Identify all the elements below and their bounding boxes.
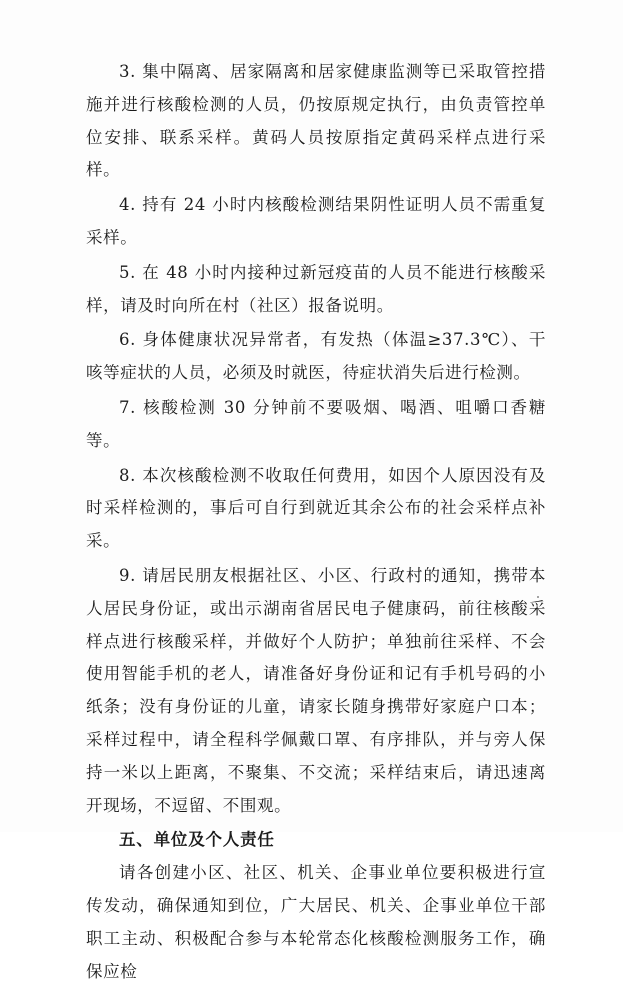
final-paragraph: 请各创建小区、社区、机关、企事业单位要积极进行宣传发动，确保通知到位，广大居民、机关、企事业单位干部职工主动、积极配合参与本轮常态化核酸检测服务工作，确保应检 bbox=[86, 863, 546, 981]
section-heading: 五、单位及个人责任 bbox=[119, 830, 275, 850]
paragraph-item-5: 5. 在 48 小时内接种过新冠疫苗的人员不能进行核酸采样，请及时向所在村（社区）报备说明。 bbox=[86, 262, 546, 315]
paragraph-item-6: 6. 身体健康状况异常者，有发热（体温≥37.3℃）、干咳等症状的人员，必须及时就医，待症状消失后进行检测。 bbox=[86, 330, 546, 383]
paragraph-item-4: 4. 持有 24 小时内核酸检测结果阴性证明人员不需重复采样。 bbox=[86, 195, 546, 247]
paragraph-item-3: 3. 集中隔离、居家隔离和居家健康监测等已采取管控措施并进行核酸检测的人员，仍按原规定执行，由负责管控单位安排、联系采样。黄码人员按原指定黄码采样点进行采样。 bbox=[86, 62, 546, 180]
paragraph-item-8: 8. 本次核酸检测不收取任何费用，如因个人原因没有及时采样检测的，事后可自行到就近其余公布的社会采样点补采。 bbox=[86, 465, 546, 551]
paragraph-item-7: 7. 核酸检测 30 分钟前不要吸烟、喝酒、咀嚼口香糖等。 bbox=[86, 397, 546, 450]
scan-speck bbox=[537, 596, 539, 598]
paragraph-item-9: 9. 请居民朋友根据社区、小区、行政村的通知，携带本人居民身份证，或出示湖南省居民电子健康码，前往核酸采样点进行核酸采样，并做好个人防护；单独前往采样、不会使用智能手机的老人，请准备好身份证和记有手机号码的小纸条；没有身份证的儿童，请家长随身携带好家庭户口本；采样过程中，请全程科学佩戴口罩、有序排队，并与旁人保持一米以上距离，不聚集、不交流；采样结束后，请迅速离开现场，不逗留、不围观。 bbox=[86, 565, 546, 815]
document-body bbox=[86, 56, 546, 988]
